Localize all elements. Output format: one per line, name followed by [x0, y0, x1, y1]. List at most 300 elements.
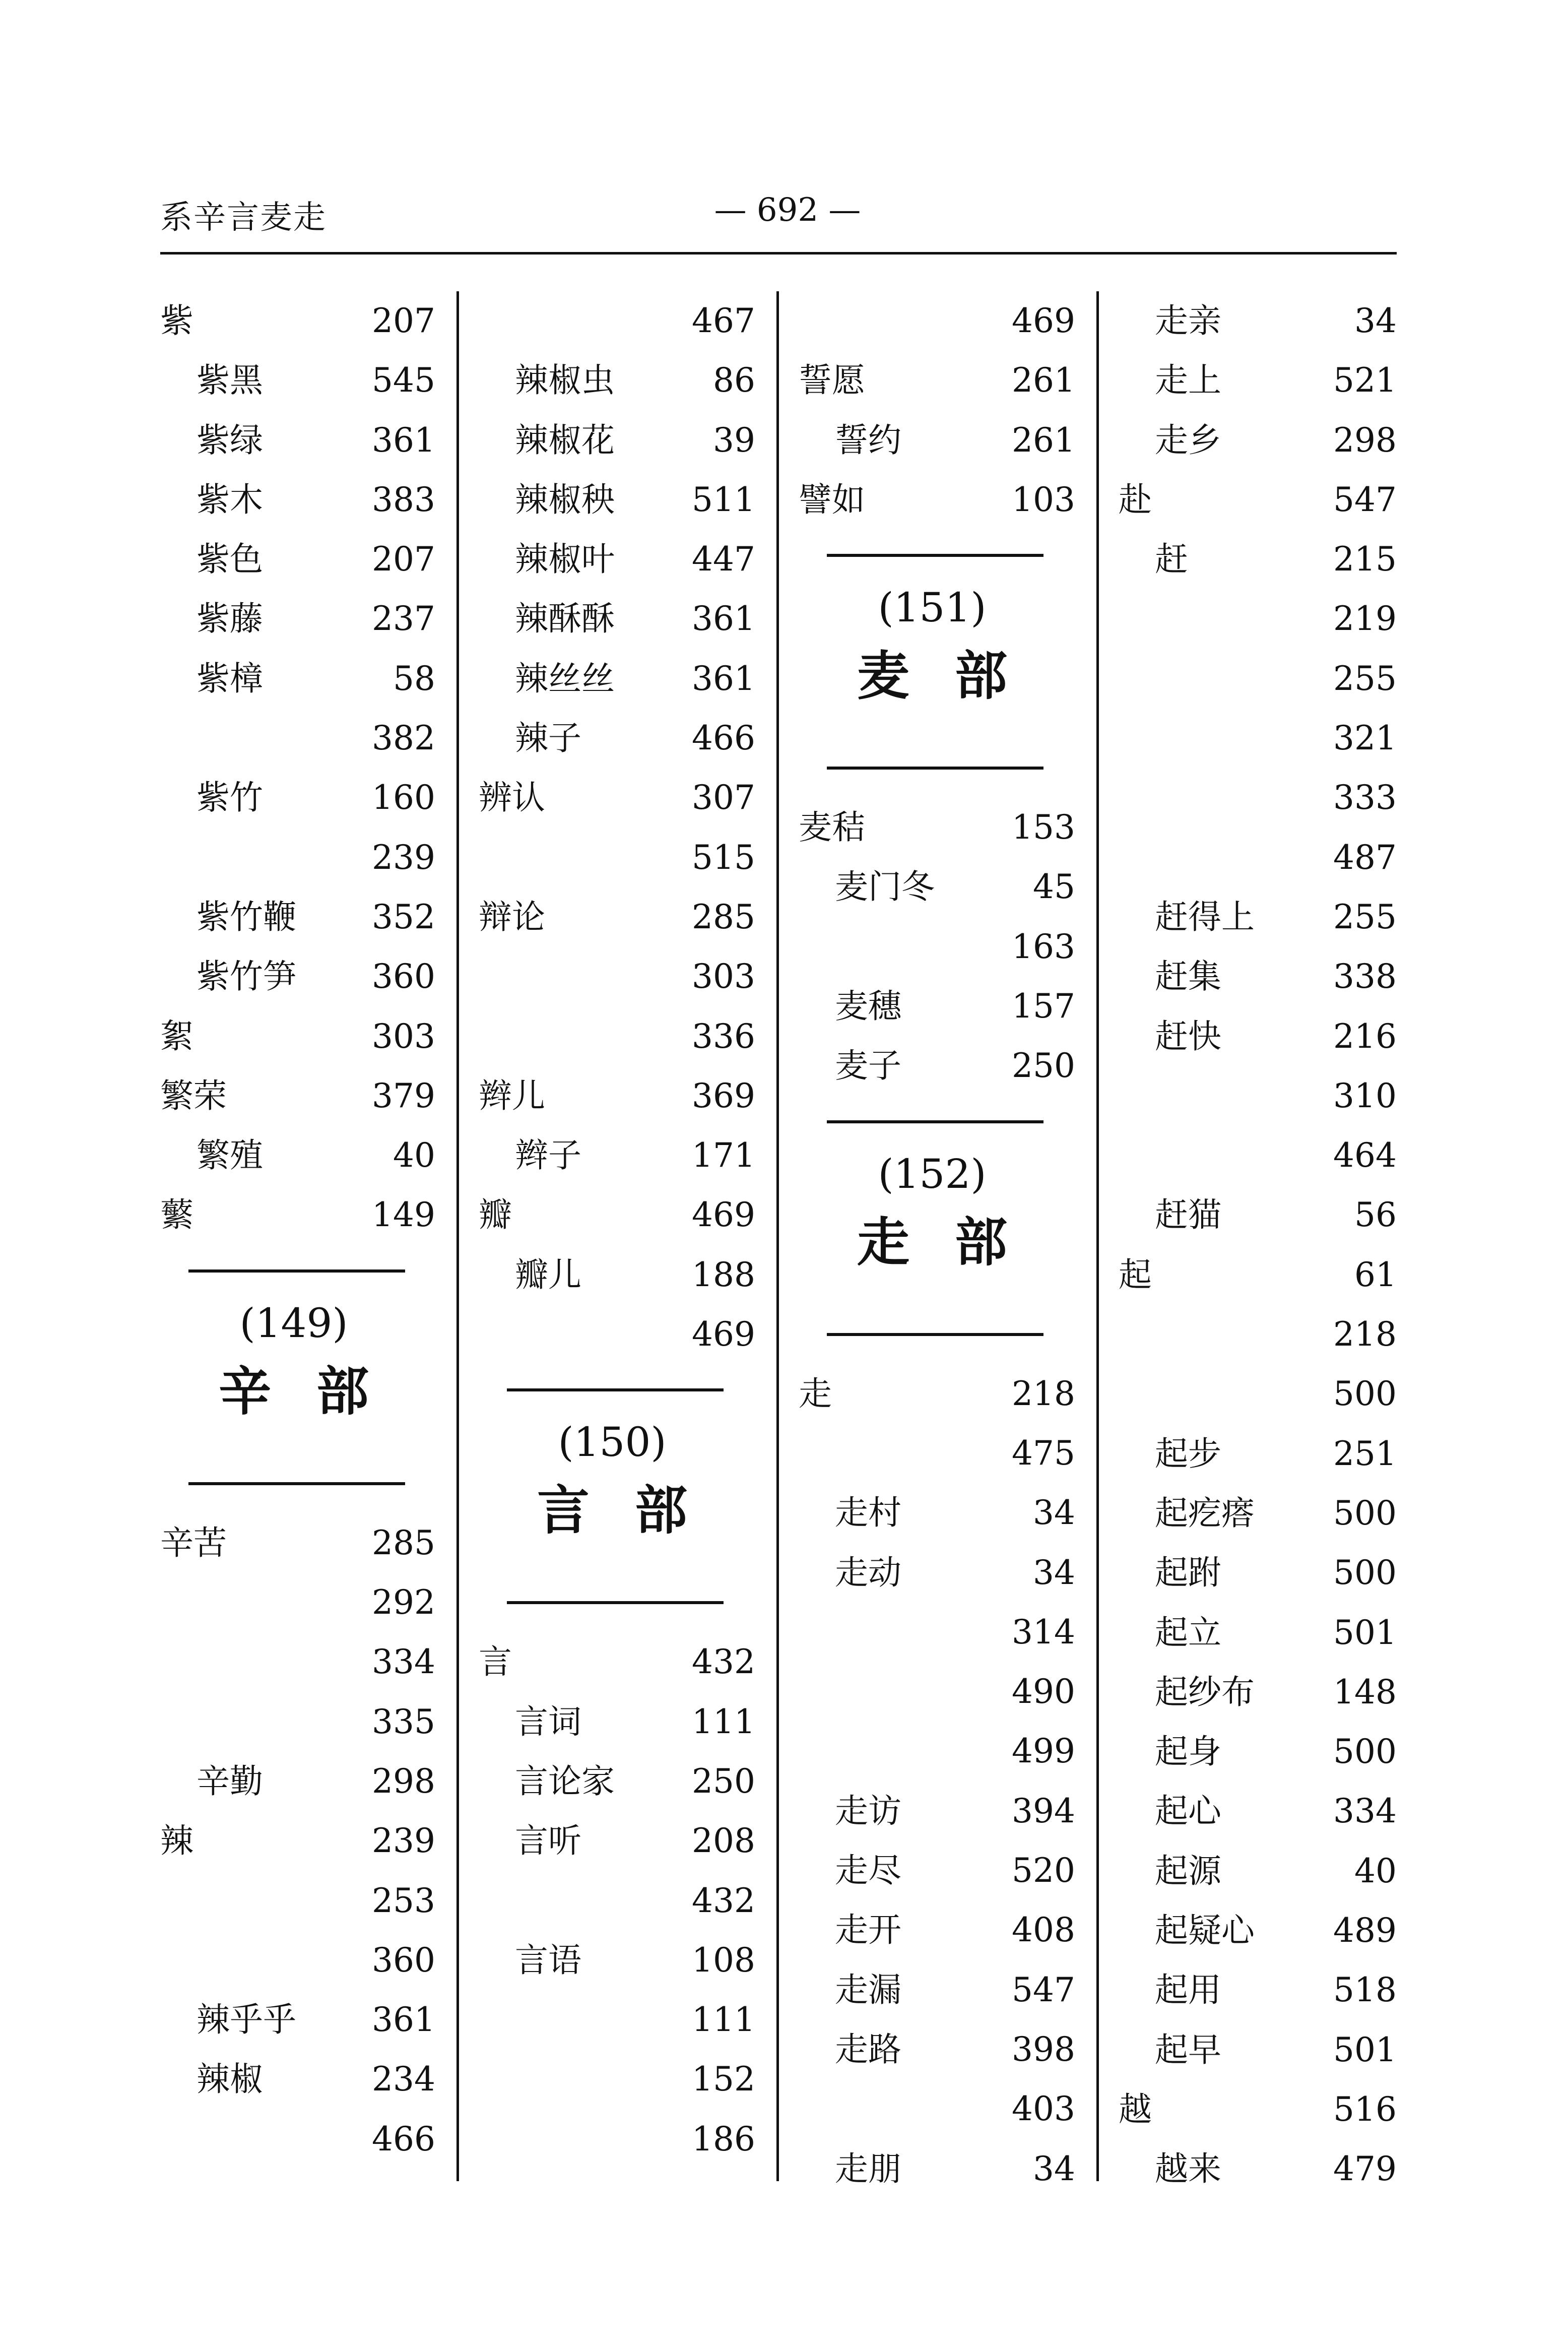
section-number: (149) — [239, 1299, 348, 1347]
entry-term: 辣酥酥 — [515, 599, 615, 639]
entry-page: 518 — [1333, 1971, 1397, 2010]
entry-term: 赶 — [1155, 540, 1188, 579]
entry-term: 瓣 — [479, 1195, 512, 1235]
entry-page: 171 — [692, 1136, 755, 1175]
entry-term: 赴 — [1119, 480, 1152, 519]
entry-term: 辣乎乎 — [197, 2000, 296, 2040]
entry-page: 547 — [1012, 1970, 1075, 2009]
entry-page: 361 — [692, 659, 755, 698]
entry-page: 261 — [1012, 361, 1075, 400]
entry-page: 108 — [692, 1940, 755, 1980]
entry-page: 500 — [1333, 1374, 1397, 1414]
page-number: — 692 — — [714, 192, 861, 229]
entry-page: 403 — [1012, 2089, 1075, 2129]
entry-page: 237 — [372, 599, 435, 639]
entry-term: 走上 — [1155, 361, 1221, 400]
index-entry — [1119, 768, 1397, 828]
index-entry — [1119, 2139, 1397, 2199]
entry-page: 501 — [1333, 2030, 1397, 2069]
entry-page: 361 — [372, 2000, 435, 2040]
section-number: (152) — [878, 1150, 987, 1197]
entry-term: 起立 — [1155, 1613, 1221, 1652]
index-entry — [799, 917, 1096, 977]
entry-term: 繁殖 — [197, 1136, 263, 1175]
index-column-1 — [160, 291, 459, 2181]
entry-page: 157 — [1012, 987, 1075, 1026]
entry-page: 188 — [692, 1255, 755, 1294]
index-entry — [479, 1752, 776, 1811]
entry-term: 赶猫 — [1155, 1195, 1221, 1235]
index-entry — [479, 768, 776, 828]
entry-term: 起跗 — [1155, 1553, 1221, 1593]
entry-term: 麦秸 — [799, 808, 865, 847]
entry-page: 361 — [692, 599, 755, 639]
entry-term: 誓愿 — [799, 361, 865, 400]
entry-term: 辣子 — [515, 719, 581, 758]
index-entry — [479, 1126, 776, 1185]
index-entry — [160, 589, 456, 649]
index-entry — [160, 470, 456, 530]
index-entry — [479, 887, 776, 947]
entry-term: 起用 — [1155, 1971, 1221, 2010]
entry-page: 40 — [1354, 1851, 1397, 1890]
entry-page: 500 — [1333, 1732, 1397, 1771]
entry-page: 163 — [1012, 927, 1075, 966]
index-entry — [1119, 649, 1397, 709]
index-entry — [479, 649, 776, 709]
index-entry — [160, 649, 456, 709]
entry-page: 314 — [1012, 1612, 1075, 1652]
entry-page: 479 — [1333, 2149, 1397, 2189]
entry-term: 紫竹 — [197, 778, 263, 817]
entry-term: 走 — [799, 1374, 832, 1413]
index-entry — [1119, 947, 1397, 1006]
entry-page: 255 — [1333, 897, 1397, 936]
entry-term: 言论家 — [515, 1761, 615, 1801]
index-entry — [479, 530, 776, 589]
entry-page: 207 — [372, 301, 435, 340]
section-heading — [479, 1364, 776, 1632]
index-entry — [479, 1811, 776, 1871]
entry-page: 490 — [1012, 1672, 1075, 1711]
entry-term: 走尽 — [835, 1851, 901, 1890]
entry-term: 走乡 — [1155, 420, 1221, 460]
entry-term: 言语 — [515, 1940, 581, 1980]
index-entry — [1119, 1841, 1397, 1901]
index-column-4 — [1119, 291, 1397, 2189]
index-column-2 — [479, 291, 779, 2181]
index-entry — [1119, 1960, 1397, 2020]
index-entry — [1119, 1543, 1397, 1603]
entry-page: 369 — [692, 1076, 755, 1115]
entry-page: 218 — [1012, 1374, 1075, 1413]
entry-term: 辣椒虫 — [515, 361, 615, 400]
index-entry — [160, 2110, 456, 2169]
index-entry — [160, 291, 456, 351]
entry-term: 辫子 — [515, 1136, 581, 1175]
index-entry — [1119, 351, 1397, 410]
entry-term: 越来 — [1155, 2149, 1221, 2189]
entry-term: 麦门冬 — [835, 867, 935, 907]
entry-term: 走访 — [835, 1791, 901, 1830]
index-entry — [479, 1931, 776, 1990]
entry-page: 338 — [1333, 957, 1397, 996]
entry-page: 432 — [692, 1881, 755, 1920]
entry-page: 500 — [1333, 1553, 1397, 1593]
entry-term: 起源 — [1155, 1851, 1221, 1890]
index-entry — [479, 828, 776, 887]
entry-term: 走村 — [835, 1493, 901, 1533]
entry-page: 298 — [1333, 420, 1397, 460]
entry-page: 250 — [1012, 1046, 1075, 1086]
entry-page: 432 — [692, 1642, 755, 1682]
index-entry — [479, 1305, 776, 1364]
entry-page: 408 — [1012, 1911, 1075, 1950]
entry-term: 紫竹鞭 — [197, 897, 296, 936]
entry-page: 40 — [393, 1136, 435, 1175]
entry-page: 207 — [372, 540, 435, 579]
index-entry — [799, 2139, 1096, 2199]
entry-term: 言 — [479, 1642, 512, 1682]
section-number: (150) — [558, 1419, 667, 1466]
index-entry — [1119, 1424, 1397, 1484]
entry-page: 511 — [692, 480, 755, 519]
section-rule — [827, 1120, 1043, 1123]
index-entry — [1119, 1782, 1397, 1841]
index-entry — [799, 1841, 1096, 1900]
index-entry — [1119, 828, 1397, 887]
entry-page: 58 — [393, 659, 435, 698]
entry-page: 464 — [1333, 1136, 1397, 1175]
index-entry — [1119, 1364, 1397, 1424]
entry-page: 361 — [372, 420, 435, 460]
entry-page: 34 — [1033, 1493, 1075, 1533]
entry-page: 382 — [372, 719, 435, 758]
index-entry — [1119, 1245, 1397, 1305]
entry-term: 起早 — [1155, 2030, 1221, 2069]
entry-term: 起纱布 — [1155, 1672, 1255, 1711]
entry-page: 216 — [1333, 1017, 1397, 1056]
index-entry — [799, 1722, 1096, 1781]
entry-term: 越 — [1119, 2089, 1152, 2129]
entry-term: 走动 — [835, 1553, 901, 1592]
index-entry — [160, 828, 456, 887]
entry-page: 148 — [1333, 1672, 1397, 1711]
entry-term: 紫樟 — [197, 659, 263, 698]
index-entry — [799, 1603, 1096, 1662]
entry-term: 蘩 — [160, 1195, 193, 1235]
section-rule — [827, 554, 1043, 557]
section-title: 麦部 — [857, 645, 1053, 707]
index-entry — [160, 709, 456, 768]
entry-page: 152 — [692, 2060, 755, 2099]
entry-term: 紫竹笋 — [197, 957, 296, 996]
entry-page: 520 — [1012, 1851, 1075, 1890]
entry-term: 辫儿 — [479, 1076, 545, 1115]
entry-page: 336 — [692, 1017, 755, 1056]
section-heading — [799, 1096, 1096, 1364]
index-entry — [799, 291, 1096, 351]
entry-page: 475 — [1012, 1433, 1075, 1473]
entry-term: 言听 — [515, 1821, 581, 1861]
entry-term: 麦穗 — [835, 987, 901, 1026]
entry-page: 111 — [692, 1702, 755, 1741]
entry-page: 335 — [372, 1702, 435, 1741]
index-entry — [1119, 1066, 1397, 1126]
index-entry — [160, 1007, 456, 1066]
index-entry — [160, 1752, 456, 1811]
index-entry — [1119, 1901, 1397, 1960]
entry-term: 走朋 — [835, 2149, 901, 2188]
index-entry — [1119, 1007, 1397, 1066]
entry-page: 61 — [1354, 1255, 1397, 1294]
entry-page: 379 — [372, 1076, 435, 1115]
entry-term: 辣椒花 — [515, 420, 615, 460]
entry-page: 56 — [1354, 1195, 1397, 1235]
index-entry — [1119, 411, 1397, 470]
index-entry — [1119, 1484, 1397, 1543]
section-rule — [827, 1333, 1043, 1336]
entry-term: 言词 — [515, 1702, 581, 1741]
index-entry — [799, 411, 1096, 470]
entry-term: 紫木 — [197, 480, 263, 519]
index-entry — [1119, 1305, 1397, 1364]
index-entry — [479, 1185, 776, 1245]
index-entry — [160, 2050, 456, 2109]
index-entry — [799, 1364, 1096, 1424]
index-entry — [160, 768, 456, 828]
entry-page: 86 — [713, 361, 755, 400]
entry-term: 紫绿 — [197, 420, 263, 460]
index-entry — [799, 1036, 1096, 1096]
entry-page: 447 — [692, 540, 755, 579]
index-entry — [1119, 530, 1397, 589]
index-entry — [160, 1931, 456, 1990]
entry-page: 303 — [692, 957, 755, 996]
entry-page: 255 — [1333, 659, 1397, 698]
entry-page: 321 — [1333, 719, 1397, 758]
entry-page: 333 — [1333, 778, 1397, 817]
index-entry — [479, 351, 776, 410]
entry-page: 261 — [1012, 420, 1075, 460]
entry-page: 153 — [1012, 808, 1075, 847]
index-entry — [799, 1960, 1096, 2020]
entry-page: 219 — [1333, 599, 1397, 639]
index-entry — [799, 2020, 1096, 2079]
entry-term: 辣 — [160, 1821, 193, 1861]
entry-page: 34 — [1033, 1553, 1075, 1592]
entry-term: 辛勤 — [197, 1761, 263, 1801]
entry-term: 辛苦 — [160, 1523, 227, 1562]
index-entry — [1119, 470, 1397, 530]
entry-page: 34 — [1354, 301, 1397, 340]
entry-page: 239 — [372, 1821, 435, 1861]
entry-page: 215 — [1333, 540, 1397, 579]
entry-page: 547 — [1333, 480, 1397, 519]
entry-page: 521 — [1333, 361, 1397, 400]
index-entry — [160, 1066, 456, 1126]
index-entry — [1119, 2020, 1397, 2080]
index-entry — [1119, 1126, 1397, 1185]
index-entry — [479, 2110, 776, 2169]
entry-page: 467 — [692, 301, 755, 340]
index-entry — [160, 947, 456, 1006]
entry-term: 走漏 — [835, 1970, 901, 2009]
section-rule — [188, 1482, 405, 1485]
index-entry — [479, 411, 776, 470]
index-entry — [799, 1662, 1096, 1722]
index-entry — [160, 1811, 456, 1871]
entry-term: 起疑心 — [1155, 1911, 1255, 1950]
entry-page: 499 — [1012, 1732, 1075, 1771]
index-entry — [160, 1185, 456, 1245]
entry-page: 501 — [1333, 1613, 1397, 1652]
index-entry — [479, 1990, 776, 2050]
index-entry — [799, 1424, 1096, 1483]
entry-page: 111 — [692, 2000, 755, 2040]
index-entry — [799, 1483, 1096, 1543]
section-heading — [799, 530, 1096, 798]
entry-page: 253 — [372, 1881, 435, 1920]
entry-page: 234 — [372, 2060, 435, 2099]
index-entry — [479, 589, 776, 649]
index-entry — [479, 709, 776, 768]
entry-term: 辩论 — [479, 897, 545, 936]
entry-page: 334 — [1333, 1792, 1397, 1831]
entry-page: 469 — [692, 1315, 755, 1354]
entry-page: 487 — [1333, 838, 1397, 877]
index-entry — [479, 1007, 776, 1066]
entry-term: 誓约 — [835, 420, 901, 460]
index-entry — [479, 1632, 776, 1692]
entry-term: 紫藤 — [197, 599, 263, 639]
entry-term: 走开 — [835, 1911, 901, 1950]
index-entry — [799, 1543, 1096, 1603]
index-entry — [1119, 2080, 1397, 2139]
index-entry — [799, 1782, 1096, 1841]
entry-term: 起步 — [1155, 1434, 1221, 1473]
entry-term: 起心 — [1155, 1792, 1221, 1831]
index-entry — [1119, 887, 1397, 947]
index-entry — [799, 857, 1096, 917]
entry-page: 466 — [692, 719, 755, 758]
entry-term: 辨认 — [479, 778, 545, 817]
index-entry — [160, 351, 456, 410]
entry-page: 186 — [692, 2119, 755, 2158]
entry-term: 赶快 — [1155, 1017, 1221, 1056]
entry-term: 走亲 — [1155, 301, 1221, 340]
entry-page: 292 — [372, 1583, 435, 1622]
entry-term: 紫黑 — [197, 361, 263, 400]
entry-term: 辣椒叶 — [515, 540, 615, 579]
index-entry — [160, 1632, 456, 1692]
index-entry — [160, 1692, 456, 1752]
entry-page: 398 — [1012, 2029, 1075, 2069]
index-entry — [1119, 589, 1397, 649]
entry-term: 麦子 — [835, 1046, 901, 1086]
entry-page: 218 — [1333, 1315, 1397, 1354]
entry-page: 310 — [1333, 1076, 1397, 1115]
section-rule — [188, 1269, 405, 1273]
index-entry — [479, 291, 776, 351]
entry-page: 103 — [1012, 480, 1075, 519]
section-title: 言部 — [537, 1479, 733, 1542]
entry-page: 303 — [372, 1017, 435, 1056]
index-entry — [160, 1126, 456, 1185]
entry-term: 繁荣 — [160, 1076, 227, 1115]
section-rule — [507, 1601, 724, 1604]
entry-page: 250 — [692, 1761, 755, 1801]
index-entry — [1119, 709, 1397, 768]
entry-page: 307 — [692, 778, 755, 817]
entry-page: 466 — [372, 2119, 435, 2158]
entry-page: 469 — [1012, 301, 1075, 340]
index-entry — [479, 1871, 776, 1931]
entry-term: 起身 — [1155, 1732, 1221, 1771]
index-entry — [1119, 1663, 1397, 1722]
index-entry — [1119, 1603, 1397, 1663]
index-entry — [1119, 291, 1397, 351]
index-entry — [160, 887, 456, 947]
entry-term: 紫 — [160, 301, 193, 340]
section-heading — [160, 1245, 456, 1513]
entry-term: 起疙瘩 — [1155, 1493, 1255, 1533]
entry-term: 辣椒秧 — [515, 480, 615, 519]
index-entry — [799, 351, 1096, 410]
entry-page: 208 — [692, 1821, 755, 1861]
entry-page: 39 — [713, 420, 755, 460]
entry-page: 545 — [372, 361, 435, 400]
index-entry — [1119, 1722, 1397, 1782]
index-entry — [160, 411, 456, 470]
entry-term: 辣椒 — [197, 2060, 263, 2099]
index-entry — [479, 1066, 776, 1126]
index-entry — [479, 1245, 776, 1305]
page-header — [160, 192, 1397, 255]
index-entry — [799, 1900, 1096, 1960]
index-entry — [160, 1573, 456, 1632]
index-entry — [160, 1990, 456, 2050]
entry-term: 走路 — [835, 2029, 901, 2069]
entry-term: 赶集 — [1155, 957, 1221, 996]
entry-term: 瓣儿 — [515, 1255, 581, 1294]
index-entry — [479, 470, 776, 530]
section-title: 辛部 — [218, 1360, 414, 1422]
index-entry — [1119, 1185, 1397, 1245]
entry-page: 489 — [1333, 1911, 1397, 1950]
index-entry — [479, 2050, 776, 2109]
section-title: 走部 — [857, 1211, 1053, 1273]
index-column-3 — [799, 291, 1099, 2188]
entry-page: 251 — [1333, 1434, 1397, 1473]
entry-page: 360 — [372, 1940, 435, 1980]
index-entry — [479, 947, 776, 1006]
section-rule — [827, 767, 1043, 770]
index-entry — [160, 530, 456, 589]
index-entry — [160, 1513, 456, 1573]
entry-page: 149 — [372, 1195, 435, 1235]
entry-term: 絮 — [160, 1017, 193, 1056]
index-entry — [799, 2079, 1096, 2139]
entry-page: 516 — [1333, 2089, 1397, 2129]
entry-term: 起 — [1119, 1255, 1152, 1294]
index-entry — [160, 1871, 456, 1931]
entry-page: 352 — [372, 897, 435, 936]
entry-page: 394 — [1012, 1791, 1075, 1830]
entry-page: 515 — [692, 838, 755, 877]
entry-page: 160 — [372, 778, 435, 817]
running-head: 系辛言麦走 — [160, 199, 326, 236]
